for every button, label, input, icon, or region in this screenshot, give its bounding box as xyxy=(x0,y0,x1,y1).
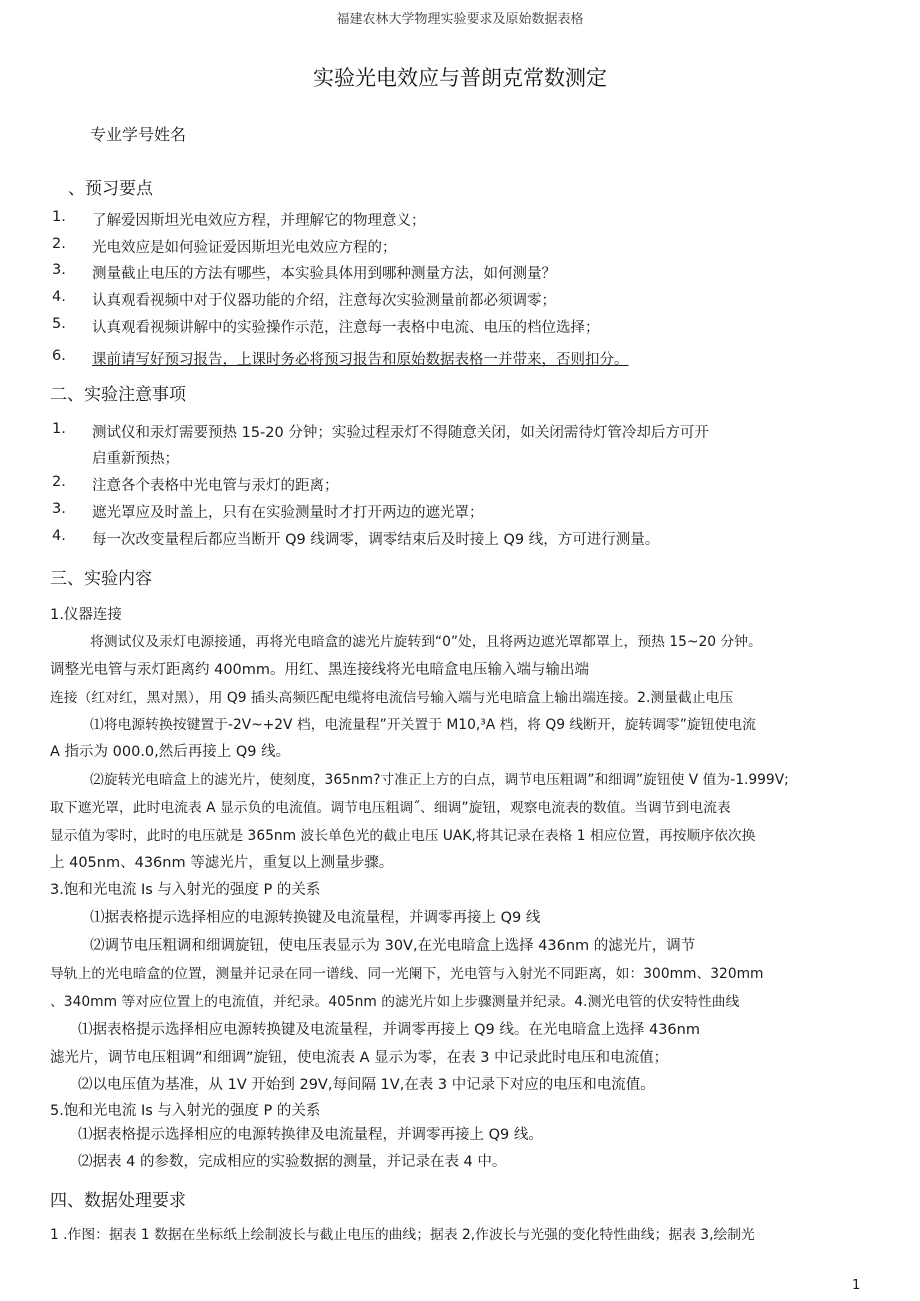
paragraph-line: 显示值为零时，此时的电压就是 365nm 波长单色光的截止电压 UAK,将其记录在表格 1 相应位置，再按顺序依次换 xyxy=(50,828,756,844)
list-number: 3. xyxy=(52,262,66,278)
page-number: 1 xyxy=(852,1278,861,1293)
paragraph-line: ⑴据表格提示选择相应的电源转换律及电流量程，并调零再接上 Q9 线。 xyxy=(78,1127,543,1143)
paragraph-line: 上 405nm、436nm 等滤光片，重复以上测量步骤。 xyxy=(50,855,394,871)
paragraph-line: 滤光片，调节电压粗调”和细调”旋钮，使电流表 A 显示为零，在表 3 中记录此时电压和电流值； xyxy=(50,1050,669,1066)
subsection-heading: 1.仪器连接 xyxy=(50,607,122,623)
list-number: 5. xyxy=(52,316,66,332)
list-text: 认真观看视频中对于仪器功能的介绍，注意每次实验测量前都必须调零； xyxy=(92,293,556,309)
paragraph-line: 1 .作图：据表 1 数据在坐标纸上绘制波长与截止电压的曲线；据表 2,作波长与光强的变化特性曲线；据表 3,绘制光 xyxy=(50,1227,755,1243)
list-text: 遮光罩应及时盖上，只有在实验测量时才打开两边的遮光罩； xyxy=(92,505,484,521)
student-info-line: 专业学号姓名 xyxy=(90,125,187,144)
page-header: 福建农林大学物理实验要求及原始数据表格 xyxy=(336,12,584,27)
list-text-continued: 启重新预热； xyxy=(92,451,179,467)
paragraph-line: 、340mm 等对应位置上的电流值，并纪录。405nm 的滤光片如上步骤测量并纪录。4.测光电管的伏安特性曲线 xyxy=(50,994,740,1010)
list-number: 2. xyxy=(52,474,66,490)
paragraph-line: 取下遮光罩，此时电流表 A 显示负的电流值。调节电压粗调˝、细调”旋钮，观察电流表的数值。当调节到电流表 xyxy=(50,800,731,816)
list-number: 2. xyxy=(52,236,66,252)
list-number: 1. xyxy=(52,209,66,225)
list-number: 4. xyxy=(52,289,66,305)
list-number: 6. xyxy=(52,348,66,364)
paragraph-line: 将测试仪及汞灯电源接通，再将光电暗盒的滤光片旋转到“0”处，且将两边遮光罩都罩上，预热 15~20 分钟。 xyxy=(90,634,762,650)
list-text: 了解爱因斯坦光电效应方程，并理解它的物理意义； xyxy=(92,213,426,229)
list-text: 认真观看视频讲解中的实验操作示范，注意每一表格中电流、电压的档位选择； xyxy=(92,320,600,336)
list-number: 1. xyxy=(52,421,66,437)
paragraph-line: 调整光电管与汞灯距离约 400mm。用红、黑连接线将光电暗盒电压输入端与输出端 xyxy=(50,662,590,678)
paragraph-line: ⑵旋转光电暗盒上的滤光片，使刻度，365nm?寸准正上方的白点，调节电压粗调”和细调”旋钮使 V 值为-1.999V; xyxy=(90,772,789,788)
section-heading-precautions: 二、实验注意事项 xyxy=(50,385,186,405)
list-text: 光电效应是如何验证爱因斯坦光电效应方程的； xyxy=(92,240,397,256)
paragraph-line: ⑵调节电压粗调和细调旋钮，使电压表显示为 30V,在光电暗盒上选择 436nm 的滤光片，调节 xyxy=(90,938,696,954)
paragraph-line: ⑵据表 4 的参数，完成相应的实验数据的测量，并记录在表 4 中。 xyxy=(78,1154,507,1170)
paragraph-line: A 指示为 000.0,然后再接上 Q9 线。 xyxy=(50,744,291,760)
section-heading-content: 三、实验内容 xyxy=(50,569,152,589)
list-text: 测试仪和汞灯需要预热 15-20 分钟；实验过程汞灯不得随意关闭，如关闭需待灯管冷却后方可开 xyxy=(92,425,709,441)
list-text: 注意各个表格中光电管与汞灯的距离； xyxy=(92,478,339,494)
list-number: 4. xyxy=(52,528,66,544)
paragraph-line: ⑴将电源转换按键置于-2V~+2V 档，电流量程”开关置于 M10,³A 档，将 Q9 线断开，旋转调零”旋钮使电流 xyxy=(90,717,756,733)
list-number: 3. xyxy=(52,501,66,517)
document-title: 实验光电效应与普朗克常数测定 xyxy=(313,66,607,90)
paragraph-line: 连接（红对红，黑对黑），用 Q9 插头高频匹配电缆将电流信号输入端与光电暗盒上输出端连接。2.测量截止电压 xyxy=(50,690,734,706)
section-heading-data-processing: 四、数据处理要求 xyxy=(50,1191,186,1211)
paragraph-line: ⑴据表格提示选择相应的电源转换键及电流量程，并调零再接上 Q9 线 xyxy=(90,910,541,926)
subsection-heading: 5.饱和光电流 Is 与入射光的强度 P 的关系 xyxy=(50,1103,321,1119)
list-text: 测量截止电压的方法有哪些，本实验具体用到哪种测量方法，如何测量？ xyxy=(92,266,556,282)
list-text: 课前请写好预习报告，上课时务必将预习报告和原始数据表格一并带来，否则扣分。 xyxy=(92,352,629,368)
paragraph-line: 导轨上的光电暗盒的位置，测量并记录在同一谱线、同一光阑下，光电管与入射光不同距离，如：300mm、320mm xyxy=(50,966,764,982)
paragraph-line: ⑵以电压值为基准，从 1V 开始到 29V,每间隔 1V,在表 3 中记录下对应的电压和电流值。 xyxy=(78,1077,655,1093)
subsection-heading: 3.饱和光电流 Is 与入射光的强度 P 的关系 xyxy=(50,882,321,898)
list-text: 每一次改变量程后都应当断开 Q9 线调零，调零结束后及时接上 Q9 线，方可进行测量。 xyxy=(92,532,660,548)
section-heading-preview: 、预习要点 xyxy=(68,179,153,199)
paragraph-line: ⑴据表格提示选择相应电源转换键及电流量程，并调零再接上 Q9 线。在光电暗盒上选择 436nm xyxy=(78,1022,700,1038)
